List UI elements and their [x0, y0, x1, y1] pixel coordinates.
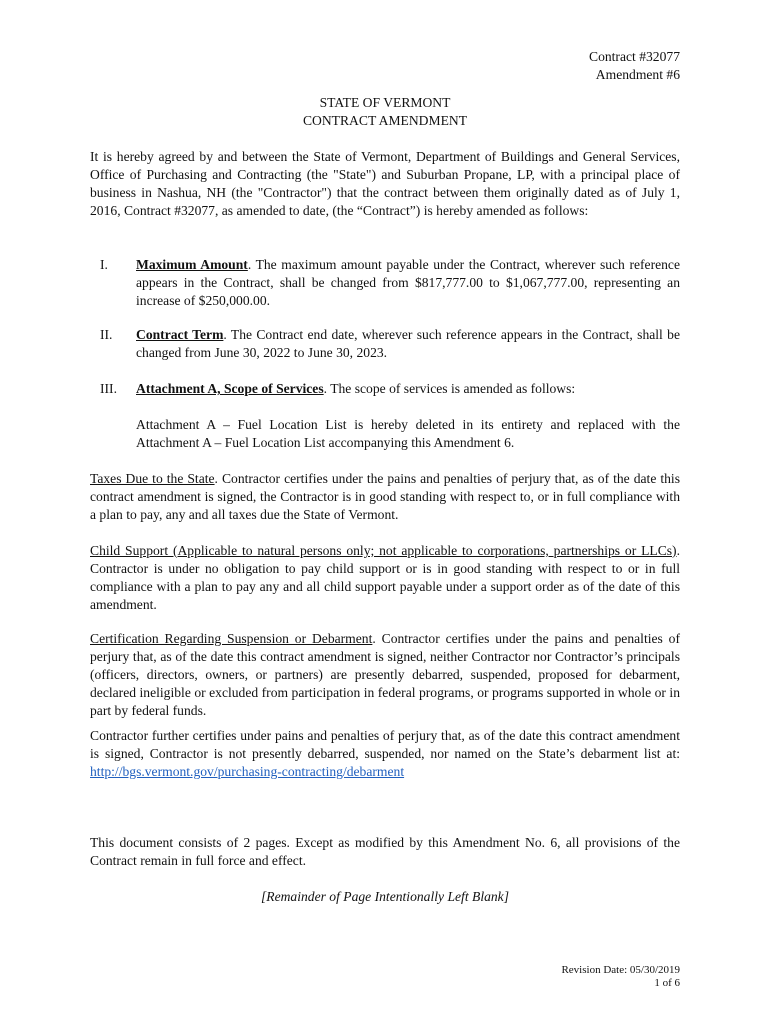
debarment-list-link[interactable]: http://bgs.vermont.gov/purchasing-contracting/debarment	[90, 764, 405, 779]
debarment-heading: Certification Regarding Suspension or Debarment	[90, 631, 373, 646]
item-heading: Attachment A, Scope of Services	[136, 381, 324, 396]
taxes-text: . Contractor certifies under the pains and penalties of perjury that, as of the date this contract amendment is signed, the Contractor is in good standing with respect to, or in full compliance with a plan to pay, any and all taxes due the State of Vermont.	[90, 471, 680, 522]
child-support-text: . Contractor is under no obligation to pay child support or is in good standing with respect to or in full compliance with a plan to pay any and all child support payable under a support order as of the date of this amendment.	[90, 543, 680, 612]
remainder-note: [Remainder of Page Intentionally Left Blank]	[260, 889, 510, 904]
item-heading: Contract Term	[136, 327, 224, 342]
item-text: . The Contract end date, wherever such reference appears in the Contract, shall be changed from June 30, 2022 to June 30, 2023.	[136, 327, 680, 360]
item-text: . The maximum amount payable under the Contract, wherever such reference appears in the Contract, shall be changed from $817,777.00 to $1,067,777.00, representing an increase of $250,000.00.	[136, 257, 680, 308]
title-line-2: CONTRACT AMENDMENT	[302, 113, 467, 128]
child-support-heading: Child Support (Applicable to natural persons only; not applicable to corporations, partnerships or LLCs)	[90, 543, 677, 558]
taxes-heading: Taxes Due to the State	[90, 471, 215, 486]
amendment-number: Amendment #6	[595, 67, 680, 82]
page-number: 1 of 6	[654, 977, 680, 989]
item-number: III.	[100, 381, 117, 396]
contract-header	[589, 48, 680, 84]
contract-number: Contract #32077	[589, 49, 680, 64]
child-support-paragraph	[90, 542, 680, 614]
amendment-item-1	[90, 256, 680, 310]
item-number: I.	[100, 257, 108, 272]
page-footer	[561, 964, 680, 990]
amendment-item-3	[90, 380, 680, 398]
title-line-1: STATE OF VERMONT	[319, 95, 451, 110]
item-number: II.	[100, 327, 113, 342]
debarment-further-paragraph	[90, 727, 680, 781]
item-heading: Maximum Amount	[136, 257, 248, 272]
document-title	[0, 94, 770, 130]
debarment-text: . Contractor certifies under the pains and penalties of perjury that, as of the date this contract amendment is signed, neither Contractor nor Contractor’s principals (officers, directors, owners, or partners) are presently debarred, suspended, proposed for debarment, declared ineligible or excluded from participation in federal programs, or programs supported in whole or in part by federal funds.	[90, 631, 680, 718]
closing-paragraph: This document consists of 2 pages. Except as modified by this Amendment No. 6, all provisions of the Contract remain in full force and effect.	[90, 835, 680, 868]
item-3-subtext: Attachment A – Fuel Location List is hereby deleted in its entirety and replaced with the Attachment A – Fuel Location List accompanying this Amendment 6.	[136, 417, 680, 450]
intro-paragraph: It is hereby agreed by and between the State of Vermont, Department of Buildings and General Services, Office of Purchasing and Contracting (the "State") and Suburban Propane, LP, with a principal place of business in Nashua, NH (the "Contractor") that the contract between them originally dated as of July 1, 2016, Contract #32077, as amended to date, (the “Contract”) is hereby amended as follows:	[90, 149, 680, 218]
taxes-paragraph	[90, 470, 680, 524]
debarment-further-text: Contractor further certifies under pains and penalties of perjury that, as of the date this contract amendment is signed, Contractor is not presently debarred, suspended, nor named on the State’s debarment list at:	[90, 728, 680, 761]
item-text: . The scope of services is amended as follows:	[323, 381, 576, 396]
debarment-paragraph	[90, 630, 680, 720]
revision-date: Revision Date: 05/30/2019	[561, 964, 680, 976]
amendment-item-2	[90, 326, 680, 362]
